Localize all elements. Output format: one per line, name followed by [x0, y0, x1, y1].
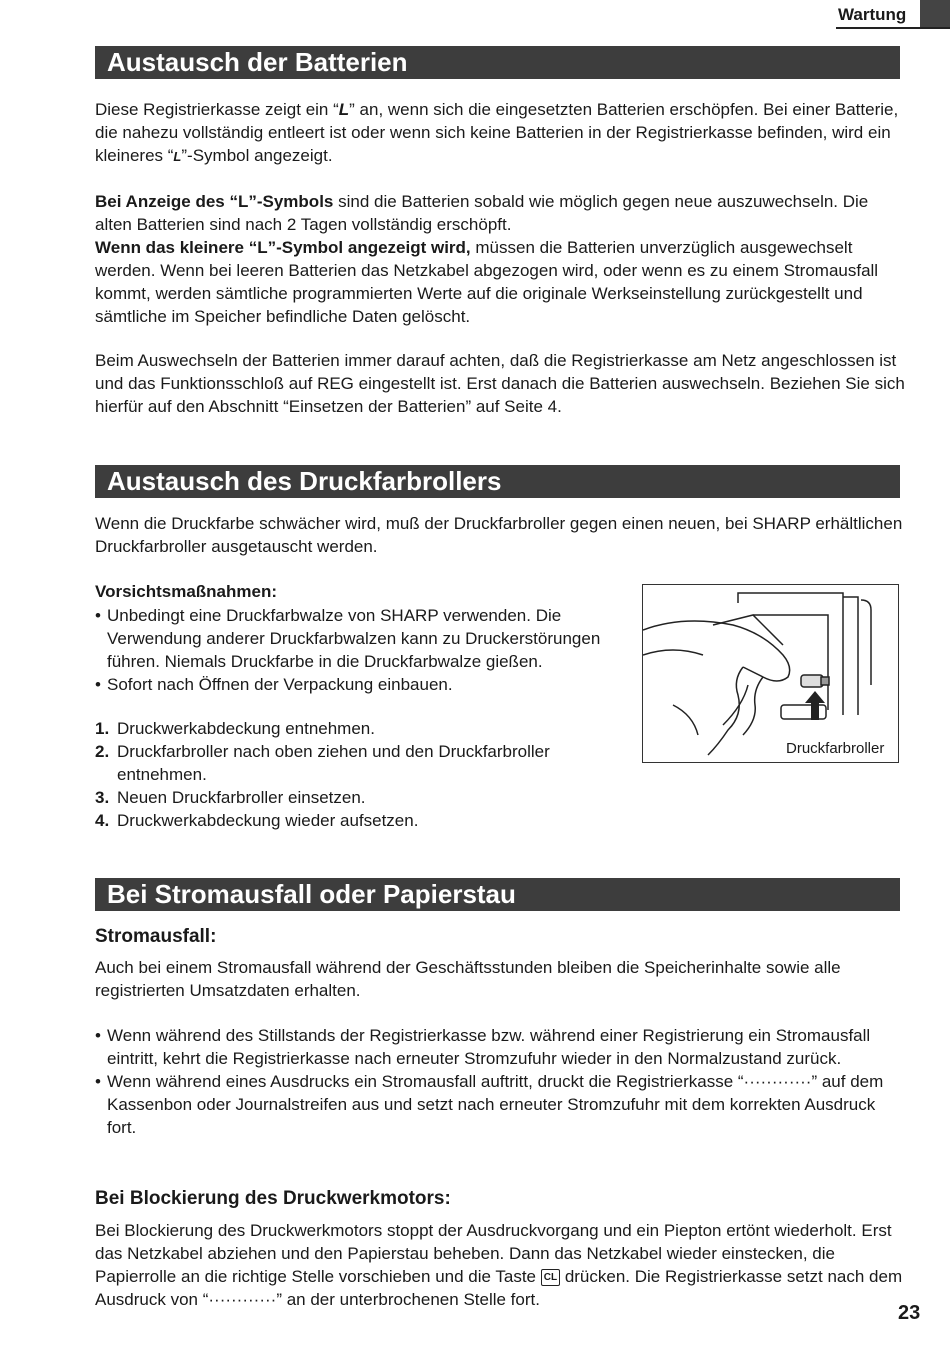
precautions-heading: Vorsichtsmaßnahmen:	[95, 582, 278, 601]
roller-intro: Wenn die Druckfarbe schwächer wird, muß der Druckfarbroller gegen einen neuen, bei SHARP erhältlichen Druckfarbroller ausgetauscht werden.	[95, 514, 903, 556]
power-bullets	[95, 1024, 905, 1139]
battery-symbol-small: L	[173, 149, 182, 164]
batteries-paragraph-2: Bei Anzeige des “L”-Symbols sind die Batterien sobald wie möglich gegen neue auszuwechseln. Die alten Batterien sind nach 2 Tagen vollständig erschöpft. Wenn das kleinere “L”-Symbol angezeigt wird, müssen die Batterien unverzüglich ausgewechselt werden. Wenn bei leeren Batterien das Netzkabel abgezogen wird, oder wenn es zu einem Stromausfall kommt, werden sämtliche programmierten Werte auf die originale Werkseinstellung zurückgestellt und sämtliche im Speicher befindliche Daten gelöscht.	[95, 192, 879, 326]
step-item: 3. Neuen Druckfarbroller einsetzen.	[95, 788, 366, 807]
steps-list	[95, 717, 635, 832]
step-item: 2. Druckfarbroller nach oben ziehen und den Druckfarbroller entnehmen.	[95, 742, 550, 784]
section-header-batteries: Austausch der Batterien	[95, 46, 900, 79]
section-header-roller: Austausch des Druckfarbrollers	[95, 465, 900, 498]
precautions-list	[95, 604, 655, 696]
power-heading: Stromausfall:	[95, 926, 217, 947]
section-header-power: Bei Stromausfall oder Papierstau	[95, 878, 900, 911]
page-tab-label: Wartung	[838, 5, 907, 24]
step-item: 1. Druckwerkabdeckung entnehmen.	[95, 719, 375, 738]
page-tab-block	[920, 0, 950, 27]
batteries-paragraph-1: Diese Registrierkasse zeigt ein “L” an, wenn sich die eingesetzten Batterien erschöpfen. Bei einer Batterie, die nahezu vollständig entleert ist oder wenn sich keine Batterien in der Registrierkasse befinden, wird ein kleineres “L”-Symbol angezeigt.	[95, 100, 899, 165]
page-tab	[836, 0, 950, 29]
page-number: 23	[898, 1302, 921, 1324]
cl-key-icon: CL	[541, 1269, 560, 1286]
power-bullet-item: • Wenn während des Stillstands der Registrierkasse bzw. während einer Registrierung ein Stromausfall eintritt, kehrt die Registrierkasse nach erneuter Stromzufuhr wieder in den Normalzustand zurück.	[95, 1024, 905, 1070]
power-bullet-item: • Wenn während eines Ausdrucks ein Stromausfall auftritt, druckt die Registrierkasse “············” auf dem Kassenbon oder Journalstreifen aus und setzt nach erneuter Stromzufuhr mit dem korrekten Ausdruck fort.	[95, 1070, 905, 1139]
battery-symbol-large: L	[338, 100, 350, 119]
precaution-item: • Unbedingt eine Druckfarbwalze von SHARP verwenden. Die Verwendung anderer Druckfarbwalzen kann zu Druckerstörungen führen. Niemals Druckfarbe in die Druckfarbwalze gießen.	[95, 604, 655, 673]
power-intro: Auch bei einem Stromausfall während der Geschäftsstunden bleiben die Speicherinhalte sowie alle registrierten Umsatzdaten erhalten.	[95, 958, 841, 1000]
figure-caption: Druckfarbroller	[786, 740, 885, 757]
batteries-paragraph-3: Beim Auswechseln der Batterien immer darauf achten, daß die Registrierkasse am Netz angeschlossen ist und das Funktionsschloß auf REG eingestellt ist. Erst danach die Batterien auswechseln. Beziehen Sie sich hierfür auf den Abschnitt “Einsetzen der Batterien” auf Seite 4.	[95, 351, 905, 416]
precaution-item: • Sofort nach Öffnen der Verpackung einbauen.	[95, 673, 655, 696]
step-item: 4. Druckwerkabdeckung wieder aufsetzen.	[95, 811, 419, 830]
roller-illustration	[642, 584, 899, 763]
motor-paragraph: Bei Blockierung des Druckwerkmotors stoppt der Ausdruckvorgang und ein Piepton ertönt wiederholt. Erst das Netzkabel abziehen und den Papierstau beheben. Dann das Netzkabel wieder einstecken, die Papierrolle an die richtige Stelle vorschieben und die Taste CL drücken. Die Registrierkasse setzt nach dem Ausdruck von “············” an der unterbrochenen Stelle fort.	[95, 1221, 903, 1309]
hand-roller-drawing	[643, 585, 900, 764]
motor-heading: Bei Blockierung des Druckwerkmotors:	[95, 1188, 451, 1209]
